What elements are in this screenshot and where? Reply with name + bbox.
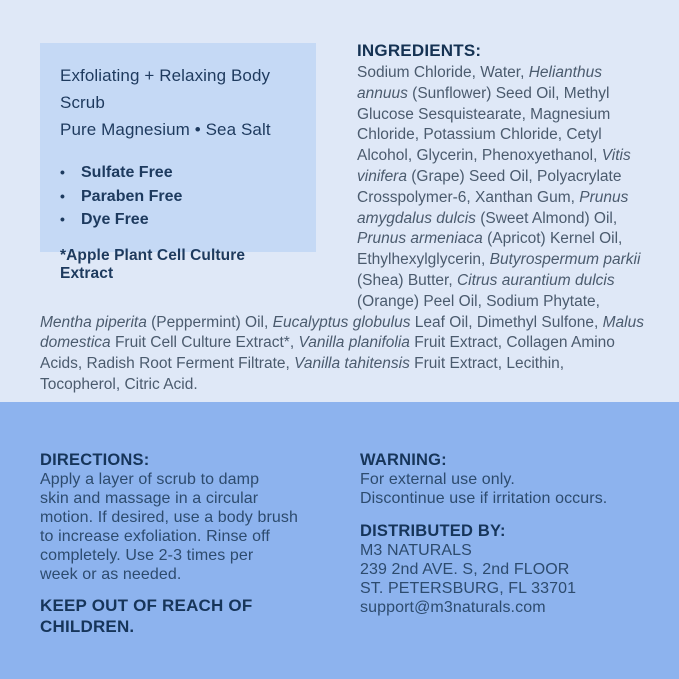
warning-heading: WARNING: bbox=[360, 451, 447, 469]
warning-body: For external use only. Discontinue use if irritation occurs. bbox=[360, 471, 608, 507]
bullet-dot-icon: • bbox=[60, 164, 65, 180]
product-title: Exfoliating + Relaxing Body Scrub bbox=[60, 66, 271, 112]
keep-out-of-reach-warning: KEEP OUT OF REACH OF CHILDREN. bbox=[40, 596, 253, 636]
label-bottom-section bbox=[0, 402, 679, 679]
warning-distributor-column bbox=[360, 451, 646, 679]
product-summary-panel bbox=[40, 43, 316, 282]
distributor-address: M3 NATURALS 239 2nd AVE. S, 2nd FLOOR ST. PETERSBURG, FL 33701 support@m3naturals.com bbox=[360, 542, 577, 616]
feature-bullet-dye-free bbox=[60, 208, 300, 232]
feature-bullet-label: Dye Free bbox=[81, 211, 149, 228]
ingredients-heading: INGREDIENTS: bbox=[357, 41, 482, 60]
bullet-dot-icon: • bbox=[60, 187, 65, 204]
feature-bullet-sulfate-free bbox=[60, 161, 300, 185]
ingredients-list-text: Sodium Chloride, Water, Helianthus annuus (Sunflower) Seed Oil, Methyl Glucose Sesquistearate, Magnesium Chloride, Potassium Chloride, Cetyl Alcohol, Glycerin, Phenoxyethanol, Vitis vinifera (Grape) Seed Oil, Polyacrylate Crosspolymer-6, Xanthan Gum, Prunus amygdalus dulcis (Sweet Almond) Oil, Prunus armeniaca (Apricot) Kernel Oil, Ethylhexylglycerin, Butyrospermum parkii (Shea) Butter, Citrus aurantium dulcis (Orange) Peel Oil, Sodium Phytate, Mentha piperita (Peppermint) Oil, Eucalyptus globulus Leaf Oil, Dimethyl Sulfone, Malus domestica Fruit Cell Culture Extract*, Vanilla planifolia Fruit Extract, Collagen Amino Acids, Radish Root Ferment Filtrate, Vanilla tahitensis Fruit Extract, Lecithin, Tocopherol, Citric Acid. bbox=[40, 64, 644, 393]
feature-bullet-label: Paraben Free bbox=[81, 187, 183, 205]
feature-bullet-paraben-free bbox=[60, 185, 300, 209]
distributed-by-heading: DISTRIBUTED BY: bbox=[360, 522, 506, 540]
feature-bullet-list bbox=[60, 161, 300, 232]
bullet-dot-icon: • bbox=[60, 211, 65, 227]
apple-extract-footnote: *Apple Plant Cell Culture Extract bbox=[60, 246, 246, 282]
distributor-block bbox=[360, 522, 646, 617]
directions-column bbox=[40, 451, 360, 679]
directions-heading: DIRECTIONS: bbox=[40, 451, 150, 469]
directions-body: Apply a layer of scrub to damp skin and massage in a circular motion. If desired, use a body brush to increase exfoliation. Rinse off completely. Use 2-3 times per week or as needed. bbox=[40, 471, 298, 583]
product-subtitle: Pure Magnesium • Sea Salt bbox=[60, 120, 271, 139]
feature-bullet-label: Sulfate Free bbox=[81, 164, 173, 181]
